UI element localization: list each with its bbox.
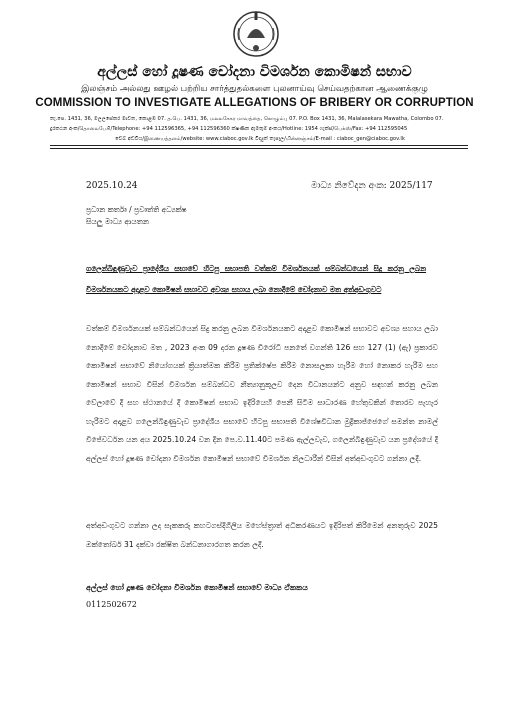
- reference-number: මාධ්‍ය නිවේදන අංක: 2025/117: [311, 181, 433, 191]
- recipient-line: ප්‍රධාන කර්තෘ / ප්‍රවෘත්ති අධ්‍යක්ෂ: [86, 205, 187, 214]
- header-title-tamil: இலஞ்சம் அல்லது ஊழல் பற்றிய சார்த்துதல்களை புலனாய்வு செய்வதற்கான ஆணைக்குழு: [81, 84, 428, 94]
- body-paragraph: අත්අඩංගුවට ගන්නා ලද සැකකරු කහටගස්දිගිලිය මහේස්ත්‍රාත් අධිකරණයට ඉදිරිපත් කිරීමෙන් අනතුරුව 2025 ඔක්තෝබර් 31 දක්වා රක්ෂිත බන්ධනාගාරගත කරන ලදී.: [86, 521, 438, 549]
- header-title-english: COMMISSION TO INVESTIGATE ALLEGATIONS OF BRIBERY OR CORRUPTION: [35, 97, 474, 109]
- header-title-sinhala: අල්ලස් හෝ දූෂණ චෝදනා විමර්ශන කොමිෂන් සභාව: [97, 64, 412, 80]
- header-divider: [50, 145, 468, 146]
- body-paragraph: වත්කම් විමර්ශනයක් සම්බන්ධයෙන් සිදු කරනු ලබන විමර්ශනයකට අදාළව කොමිෂන් සභාවට අවශ්‍ය සහාය ලබා නොදීමේ චෝදනාව මත , 2023 අංක 09 දරන දූෂණ විරෝධී පනතේ වගන්ති 126 සහ 127 (1) (ඇ) ප්‍රකාරව කොමිෂන් සභාවේ නියෝගයක් ක්‍රියාත්මක කිරීම ප්‍රතික්ෂේප කිරීම නොසලකා හැරීම හෝ නොකර හැරීම සහ කොමිෂන් සභාව විසින් විමර්ශන සම්බන්ධව නීත්‍යානුකූලව දෙන විධානයන්ට අනුව සඳහන් කරනු ලබන වේලාවේ දී සහ ස්ථානයේ දී කොමිෂන් සභාව ඉදිරියෙහි පෙනී සිටීම සාධාරණ හේතුවකින් තොරව පැහැර හැරීමට අදාළව ගලෙන්බිඳුණුවැව ප්‍රාදේශීය සභාවේ හිටපු සභාපති විශේෂවිධාන මුද්‍රිකාජ්ජෙගේ සමන්ත නාමල් විජේවර්ධන යන අය 2025.10.24 වන දින පෙ.ව.11.40ට පමණ ඇල්ලවැව, ගලෙන්බිඳුණුවැව යන ප්‍රදේශයේ දී අල්ලස් හෝ දූෂණ චෝදනා විමර්ශන කොමිෂන් සභාවේ විමර්ශන නිලධාරීන් විසින් අත්අඩංගුවට ගන්නා ලදී.: [86, 324, 438, 463]
- header-address: තැ.පෙ. 1431, 36, මලලසේකර මාවත, කොළඹ 07. த.பெ. 1431, 36, மலலசேகர மாவத்தை, கொழும்பு 07. P.O. Box 1431, 36, Malalasekara Mawatha, Colombo 07.: [50, 116, 444, 122]
- recipient-line: සියලු මාධ්‍ය ආයතන: [86, 217, 149, 226]
- national-emblem-icon: [233, 8, 279, 60]
- signature-phone: 0112502672: [86, 600, 137, 609]
- signature-unit: අල්ලස් හෝ දූෂණ චෝදනා විමර්ශන කොමිෂන් සභාවේ මාධ්‍ය ඒකකය: [86, 583, 308, 592]
- header-phone: දුරකථන අංක/தொலைபேசி/Telephone: +94 112596365, +94 112596360 ක්ෂණික ඇමතුම් අංකය/Hotline: 1954 ෆැක්ස්/பெக்ஸ்/Fax: +94 112595045: [50, 126, 408, 132]
- header-divider-secondary: [50, 148, 468, 149]
- header-web: වෙබ් අඩවිය/இணையத்தளம்/website: www.ciaboc.gov.lk විද්‍යුත් තැපෑල/மின்னஞ்சல்/E-mail : ciaboc_gen@ciaboc.gov.lk: [115, 136, 405, 142]
- document-date: 2025.10.24: [86, 181, 138, 191]
- subject-heading: ගලෙන්බිඳුණුවැව ප්‍රාදේශීය සභාවේ හිටපු සභාපති වත්කම් විමර්ශනයක් සම්බන්ධයෙන් සිදු කරනු ලබන විමර්ශනයකට අදාළව කොමිෂන් සභාවට අවශ්‍ය සහාය ලබා නොදීමේ චෝදනාව මත අත්අඩංගුවට: [86, 264, 426, 294]
